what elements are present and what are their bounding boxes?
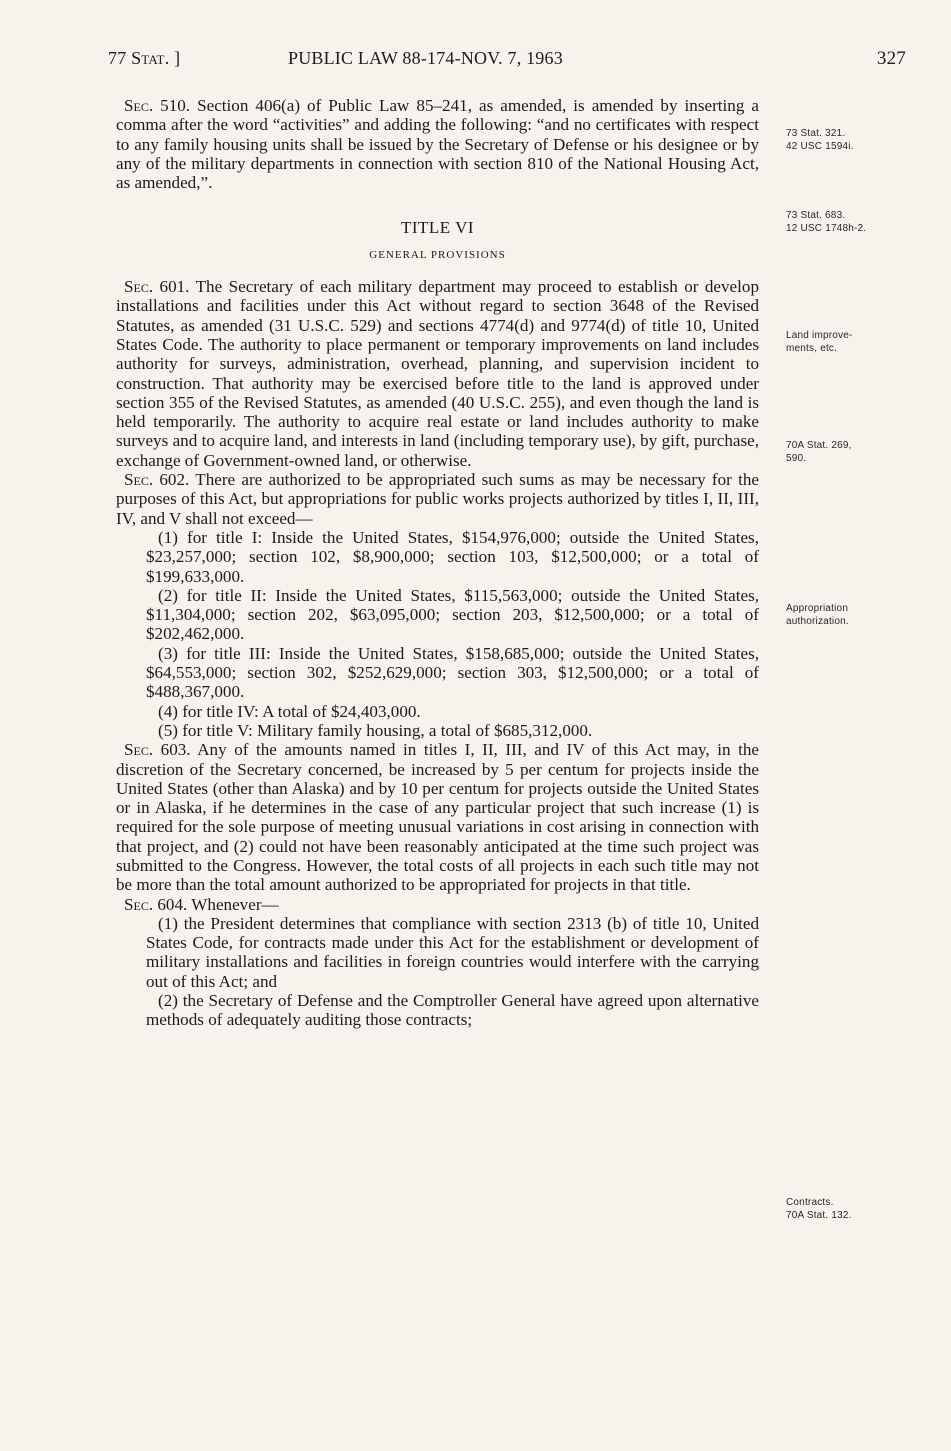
sec-604-item-1: (1) the President determines that compliance with section 2313 (b) of title 10, United States Code, for contracts made under this Act for the establishment or development of military installations and facilities in foreign countries would interfere with the carrying out of this Act; and bbox=[146, 913, 759, 991]
sec-602-item-4: (4) for title IV: A total of $24,403,000. bbox=[158, 701, 421, 721]
sec-603-label: Sec. 603. bbox=[124, 740, 191, 760]
margin-note-appropriation: Appropriation authorization. bbox=[786, 603, 849, 627]
sec-601-text: The Secretary of each military department may proceed to establish or develop installations and facilities under this Act without regard to section 3648 of the Revised Statutes, as amended (31 U.S.C. 529) and sections 4774(d) and 9774(d) of title 10, United States Code. The authority to place permanent or temporary improvements on land includes authority for surveys, administration, overhead, planning, and supervision incident to construction. That authority may be exercised before title to the land is approved under section 355 of the Revised Statutes, as amended (40 U.S.C. 255), and even though the land is held temporarily. The authority to acquire real estate or land includes authority to make surveys and to acquire land, and interests in land (including temporary use), by gift, purchase, exchange of Government-owned land, or otherwise. bbox=[116, 277, 759, 470]
sec-602-item-5: (5) for title V: Military family housing, a total of $685,312,000. bbox=[158, 720, 593, 740]
sec-602-item-2: (2) for title II: Inside the United States, $115,563,000; outside the United States, $11,304,000; section 202, $63,095,000; section 203, $12,500,000; or a total of $202,462,000. bbox=[146, 585, 759, 644]
margin-note-contracts: Contracts. 70A Stat. 132. bbox=[786, 1197, 852, 1221]
margin-note-73-stat-321: 73 Stat. 321. 42 USC 1594i. bbox=[786, 128, 854, 152]
header-stat: 77 Stat. ] bbox=[108, 48, 181, 68]
sec-602-item-1: (1) for title I: Inside the United States, $154,976,000; outside the United States, $23,257,000; section 102, $8,900,000; section 103, $12,500,000; or a total of $199,633,000. bbox=[146, 527, 759, 586]
sec-510-text: Section 406(a) of Public Law 85–241, as amended, is amended by inserting a comma after the word “activities” and adding the following: “and no certificates with respect to any family housing units shall be issued by the Secretary of Defense or his designee or by any of the military departments in connection with section 810 of the National Housing Act, as amended,”. bbox=[116, 96, 759, 193]
title-subheading: GENERAL PROVISIONS bbox=[369, 248, 506, 261]
margin-note-70a-stat-269: 70A Stat. 269, 590. bbox=[786, 440, 852, 464]
header-law-title: PUBLIC LAW 88-174-NOV. 7, 1963 bbox=[288, 48, 563, 68]
sec-601-label: Sec. 601. bbox=[124, 277, 190, 297]
sec-602-label: Sec. 602. bbox=[124, 470, 190, 490]
sec-603-text: Any of the amounts named in titles I, II, III, and IV of this Act may, in the discretion of the Secretary concerned, be increased by 5 per centum for projects inside the United States (other than Alaska) and by 10 per centum for projects outside the United States or in Alaska, if he determines in the case of any particular project that such increase (1) is required for the sole purpose of meeting unusual variations in cost arising in connection with that project, and (2) could not have been reasonably anticipated at the time such project was submitted to the Congress. However, the total costs of all projects in each such title may not be more than the total amount authorized to be appropriated for projects in that title. bbox=[116, 740, 759, 895]
sec-510-label: Sec. 510. bbox=[124, 96, 191, 115]
margin-note-land-improvements: Land improve- ments, etc. bbox=[786, 330, 853, 354]
sec-604 bbox=[116, 895, 759, 914]
sec-601 bbox=[116, 277, 759, 470]
sec-604-item-2: (2) the Secretary of Defense and the Comptroller General have agreed upon alternative methods of adequately auditing those contracts; bbox=[146, 991, 759, 1030]
sec-604-text: Whenever— bbox=[191, 894, 279, 914]
sec-603 bbox=[116, 740, 759, 894]
margin-note-73-stat-683: 73 Stat. 683. 12 USC 1748h-2. bbox=[786, 210, 867, 234]
page-header bbox=[100, 48, 906, 76]
sec-510 bbox=[116, 96, 759, 192]
sec-602-item-3: (3) for title III: Inside the United States, $158,685,000; outside the United States, $64,553,000; section 302, $252,629,000; section 303, $12,500,000; or a total of $488,367,000. bbox=[146, 643, 759, 702]
sec-604-label: Sec. 604. bbox=[124, 894, 188, 914]
main-text bbox=[116, 96, 759, 1030]
sec-602-text: There are authorized to be appropriated such sums as may be necessary for the purposes of this Act, but appropriations for public works projects authorized by titles I, II, III, IV, and V shall not exceed— bbox=[116, 470, 760, 528]
page-number: 327 bbox=[876, 48, 906, 69]
sec-602 bbox=[116, 470, 759, 528]
title-heading: TITLE VI bbox=[400, 218, 475, 238]
